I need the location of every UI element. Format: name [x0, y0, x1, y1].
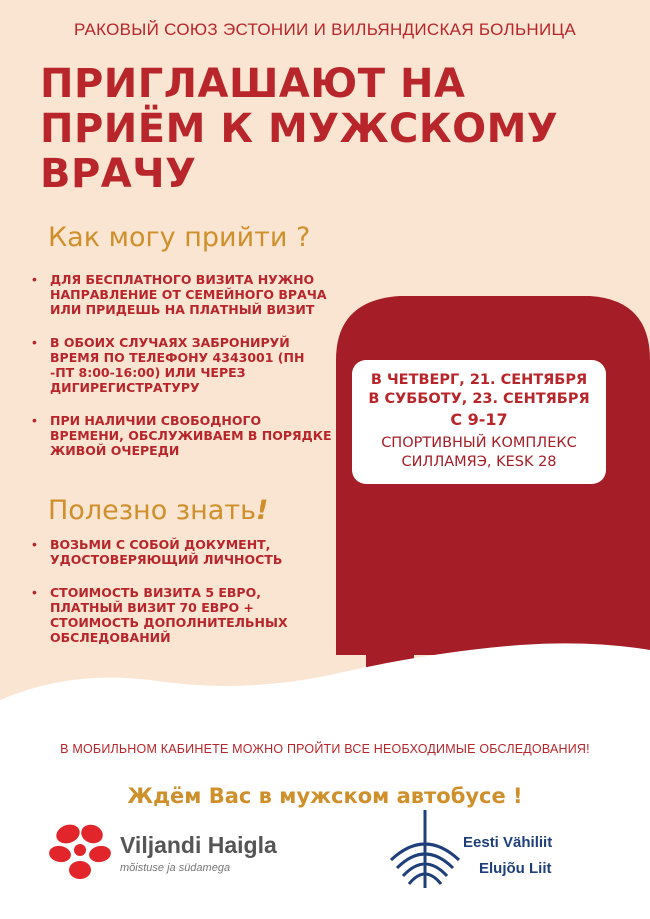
good-to-know-title: [48, 495, 268, 526]
eesti-vahiliit-logo: [385, 808, 585, 892]
headline-line-2: ПРИЁМ К МУЖСКОМУ: [40, 106, 559, 152]
list-item: [32, 335, 332, 395]
headline: [40, 62, 600, 197]
footer-note: В МОБИЛЬНОМ КАБИНЕТЕ МОЖНО ПРОЙТИ ВСЕ НЕОБХОДИМЫЕ ОБСЛЕДОВАНИЯ!: [60, 742, 590, 756]
list-item: [32, 585, 332, 645]
good-to-know-title-mark: !: [256, 495, 269, 526]
bullet-dot-icon: •: [32, 334, 37, 350]
closing-line: Ждём Вас в мужском автобусе !: [127, 784, 523, 808]
cancer-society-emblem-icon: [385, 808, 465, 892]
venue-line-2: СИЛЛАМЯЭ, KESK 28: [401, 454, 557, 470]
heart-flower-icon: [48, 820, 118, 884]
how-to-title: Как могу прийти ?: [48, 222, 311, 253]
eesti-vahiliit-sub: Elujõu Liit: [479, 860, 552, 877]
viljandi-haigla-logo: [48, 818, 298, 888]
how-to-list: [32, 272, 332, 476]
eesti-vahiliit-name: Eesti Vähiliit: [463, 834, 553, 851]
bullet-dot-icon: •: [32, 412, 37, 428]
list-item: [32, 537, 332, 567]
list-item-text: ВОЗЬМИ С СОБОЙ ДОКУМЕНТ, УДОСТОВЕРЯЮЩИЙ ЛИЧНОСТЬ: [50, 537, 283, 567]
event-date-2: В СУББОТУ, 23. СЕНТЯБРЯ: [368, 391, 590, 407]
list-item-text: ДЛЯ БЕСПЛАТНОГО ВИЗИТА НУЖНО НАПРАВЛЕНИЕ ОТ СЕМЕЙНОГО ВРАЧА ИЛИ ПРИДЕШЬ НА ПЛАТНЫЙ ВИЗИТ: [50, 272, 327, 317]
bus-window-schedule: [352, 360, 606, 484]
venue-line-1: СПОРТИВНЫЙ КОМПЛЕКС: [381, 435, 577, 451]
headline-line-3: ВРАЧУ: [40, 151, 197, 197]
viljandi-haigla-tagline: mõistuse ja südamega: [120, 862, 231, 874]
bullet-dot-icon: •: [32, 271, 37, 287]
list-item: [32, 413, 332, 458]
event-date-1: В ЧЕТВЕРГ, 21. СЕНТЯБРЯ: [370, 372, 588, 388]
list-item-text: ПРИ НАЛИЧИИ СВОБОДНОГО ВРЕМЕНИ, ОБСЛУЖИВАЕМ В ПОРЯДКЕ ЖИВОЙ ОЧЕРЕДИ: [50, 413, 332, 458]
list-item-text: СТОИМОСТЬ ВИЗИТА 5 ЕВРО, ПЛАТНЫЙ ВИЗИТ 70 ЕВРО + СТОИМОСТЬ ДОПОЛНИТЕЛЬНЫХ ОБСЛЕДОВАНИЙ: [50, 585, 288, 645]
headline-line-1: ПРИГЛАШАЮТ НА: [40, 61, 466, 107]
bullet-dot-icon: •: [32, 584, 37, 600]
list-item-text: В ОБОИХ СЛУЧАЯХ ЗАБРОНИРУЙ ВРЕМЯ ПО ТЕЛЕФОНУ 4343001 (ПН -ПТ 8:00-16:00) ИЛИ ЧЕРЕЗ ДИГИРЕГИСТРАТУРУ: [50, 335, 305, 395]
viljandi-haigla-name: Viljandi Haigla: [120, 832, 277, 858]
bullet-dot-icon: •: [32, 536, 37, 552]
event-hours: С 9-17: [450, 410, 508, 429]
good-to-know-list: [32, 537, 332, 663]
good-to-know-title-text: Полезно знать: [48, 495, 256, 526]
list-item: [32, 272, 332, 317]
organizers-line: РАКОВЫЙ СОЮЗ ЭСТОНИИ И ВИЛЬЯНДИСКАЯ БОЛЬНИЦА: [73, 20, 577, 39]
bus-illustration: [336, 296, 650, 682]
